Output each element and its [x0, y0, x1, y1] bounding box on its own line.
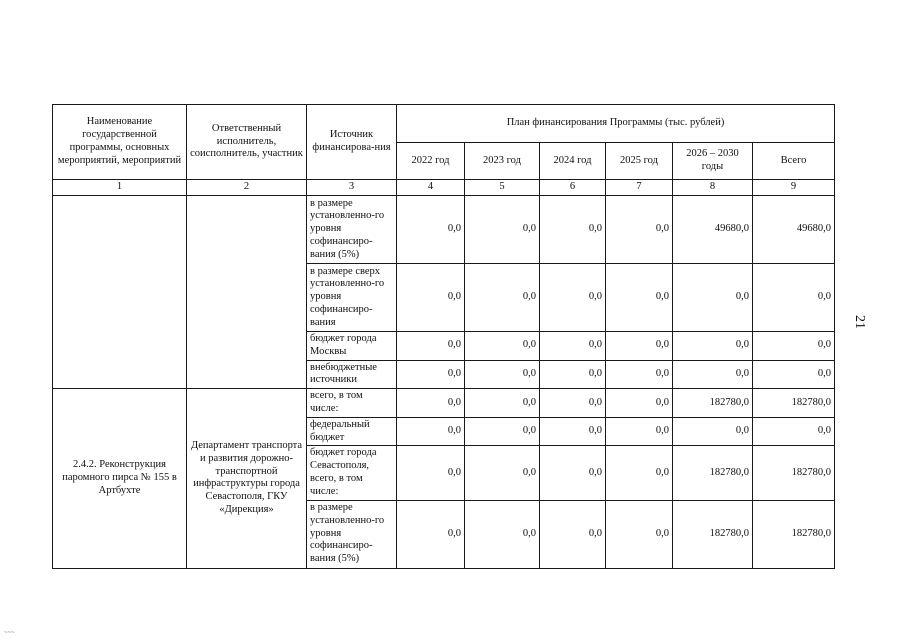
value-cell: 0,0	[465, 389, 540, 418]
value-cell: 0,0	[606, 389, 673, 418]
value-cell: 0,0	[606, 196, 673, 264]
total-cell: 0,0	[753, 417, 835, 446]
total-header: Всего	[753, 143, 835, 180]
value-cell: 0,0	[397, 446, 465, 500]
column-number: 6	[540, 180, 606, 196]
source-cell: в размере установленно-го уровня софинансиро-вания (5%)	[307, 500, 397, 568]
value-cell: 0,0	[465, 446, 540, 500]
value-cell: 0,0	[540, 389, 606, 418]
value-cell: 0,0	[465, 264, 540, 332]
total-cell: 0,0	[753, 264, 835, 332]
source-cell: бюджет города Севастополя, всего, в том числе:	[307, 446, 397, 500]
financing-table	[52, 104, 835, 569]
value-cell: 0,0	[465, 196, 540, 264]
value-cell: 0,0	[465, 360, 540, 389]
value-cell: 49680,0	[673, 196, 753, 264]
value-cell: 0,0	[673, 360, 753, 389]
value-cell: 0,0	[673, 332, 753, 361]
value-cell: 0,0	[465, 332, 540, 361]
year-header: 2022 год	[397, 143, 465, 180]
value-cell: 0,0	[540, 196, 606, 264]
year-header: 2026 – 2030 годы	[673, 143, 753, 180]
column-number: 9	[753, 180, 835, 196]
total-cell: 182780,0	[753, 446, 835, 500]
responsible-cell-empty	[187, 196, 307, 389]
source-cell: в размере сверх установленно-го уровня софинансиро-вания	[307, 264, 397, 332]
value-cell: 0,0	[540, 264, 606, 332]
program-cell-empty	[53, 196, 187, 389]
value-cell: 0,0	[606, 264, 673, 332]
value-cell: 0,0	[540, 360, 606, 389]
year-header: 2025 год	[606, 143, 673, 180]
header-row-1	[53, 105, 835, 143]
source-cell: всего, в том числе:	[307, 389, 397, 418]
total-cell: 182780,0	[753, 389, 835, 418]
value-cell: 0,0	[397, 360, 465, 389]
total-cell: 0,0	[753, 360, 835, 389]
table-row	[53, 196, 835, 264]
value-cell: 0,0	[606, 360, 673, 389]
page-number: 21	[852, 315, 867, 329]
source-cell: федеральный бюджет	[307, 417, 397, 446]
value-cell: 0,0	[606, 332, 673, 361]
value-cell: 0,0	[397, 332, 465, 361]
column-number-row	[53, 180, 835, 196]
value-cell: 0,0	[673, 417, 753, 446]
program-name-cell: 2.4.2. Реконструкция паромного пирса № 155 в Артбухте	[53, 389, 187, 568]
value-cell: 0,0	[606, 417, 673, 446]
value-cell: 182780,0	[673, 446, 753, 500]
responsible-cell: Департамент транспорта и развития дорожно-транспортной инфраструктуры города Севастополя, ГКУ «Дирекция»	[187, 389, 307, 568]
corner-mark: ~~~	[4, 630, 15, 636]
column-number: 1	[53, 180, 187, 196]
value-cell: 0,0	[397, 389, 465, 418]
col-program-header: Наименование государственной программы, основных мероприятий, мероприятий	[53, 105, 187, 180]
value-cell: 0,0	[540, 332, 606, 361]
total-cell: 182780,0	[753, 500, 835, 568]
value-cell: 0,0	[673, 264, 753, 332]
value-cell: 0,0	[465, 417, 540, 446]
col-source-header: Источник финансирова-ния	[307, 105, 397, 180]
plan-header: План финансирования Программы (тыс. рублей)	[397, 105, 835, 143]
value-cell: 0,0	[397, 264, 465, 332]
year-header: 2024 год	[540, 143, 606, 180]
total-cell: 49680,0	[753, 196, 835, 264]
value-cell: 182780,0	[673, 389, 753, 418]
value-cell: 0,0	[397, 417, 465, 446]
column-number: 2	[187, 180, 307, 196]
value-cell: 0,0	[540, 417, 606, 446]
value-cell: 0,0	[397, 500, 465, 568]
column-number: 8	[673, 180, 753, 196]
source-cell: в размере установленно-го уровня софинансиро-вания (5%)	[307, 196, 397, 264]
value-cell: 0,0	[540, 500, 606, 568]
source-cell: внебюджетные источники	[307, 360, 397, 389]
table-row	[53, 389, 835, 418]
column-number: 4	[397, 180, 465, 196]
total-cell: 0,0	[753, 332, 835, 361]
column-number: 3	[307, 180, 397, 196]
column-number: 5	[465, 180, 540, 196]
value-cell: 0,0	[606, 500, 673, 568]
value-cell: 0,0	[397, 196, 465, 264]
value-cell: 182780,0	[673, 500, 753, 568]
col-responsible-header: Ответственный исполнитель, соисполнитель, участник	[187, 105, 307, 180]
column-number: 7	[606, 180, 673, 196]
year-header: 2023 год	[465, 143, 540, 180]
value-cell: 0,0	[540, 446, 606, 500]
value-cell: 0,0	[465, 500, 540, 568]
value-cell: 0,0	[606, 446, 673, 500]
source-cell: бюджет города Москвы	[307, 332, 397, 361]
